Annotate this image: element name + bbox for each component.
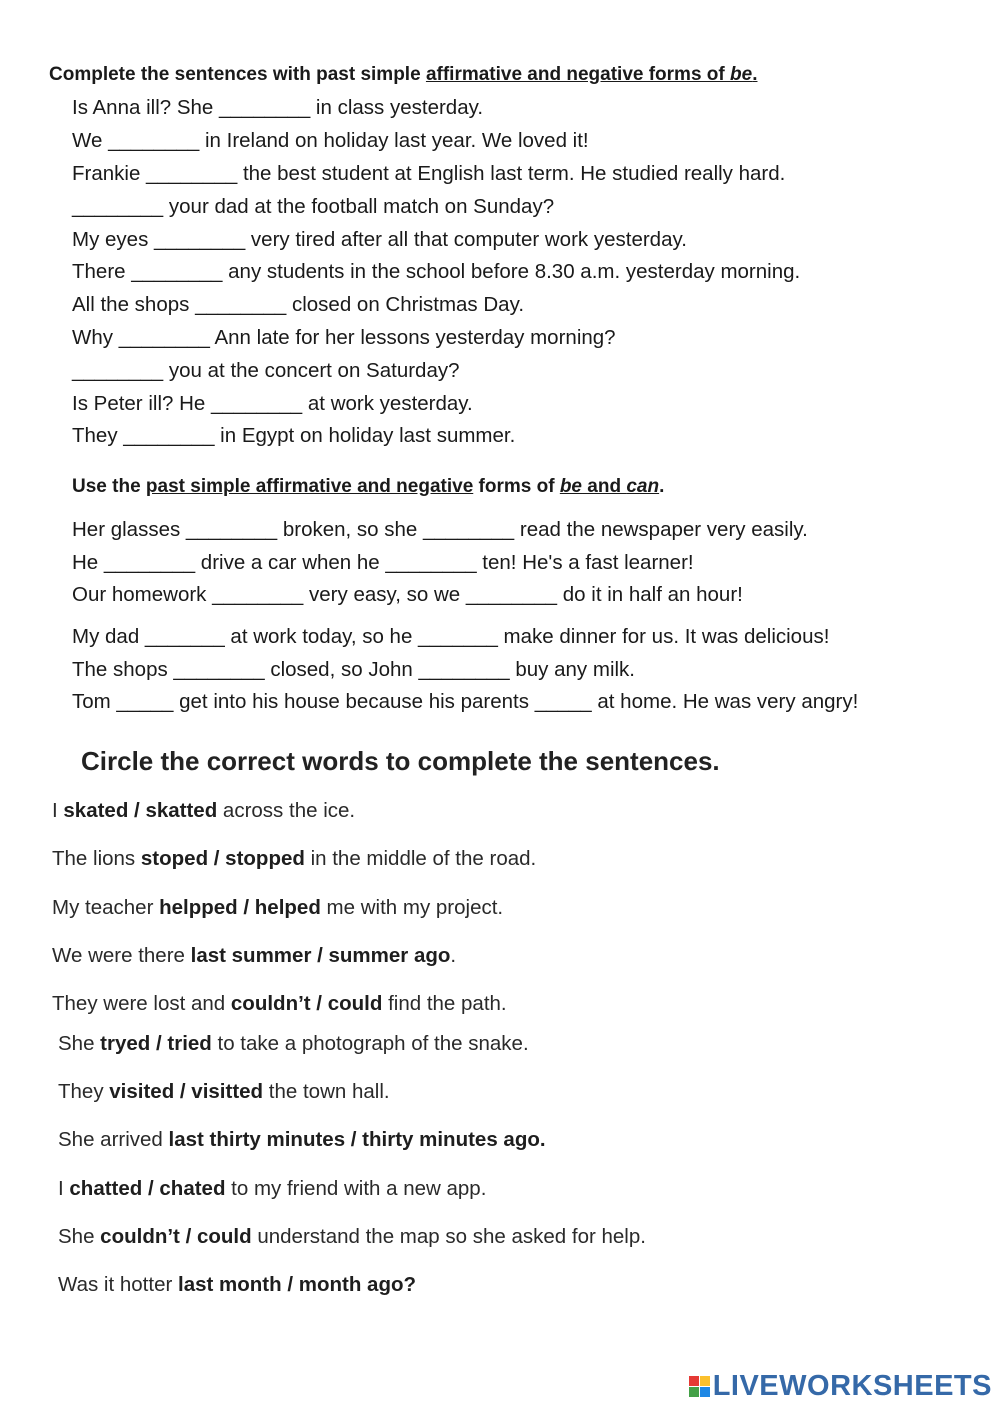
heading-be-and-can: be and can — [559, 476, 660, 497]
sentence: There ________ any students in the school before 8.30 a.m. yesterday morning. — [72, 260, 801, 283]
sentence: My dad _______ at work today, so he _______ make dinner for us. It was delicious! — [72, 625, 830, 648]
sentence: Her glasses ________ broken, so she ________ read the newspaper very easily. — [72, 518, 808, 541]
word-options[interactable]: skated / skatted — [63, 799, 218, 822]
word-options[interactable]: tryed / tried — [100, 1032, 212, 1055]
sentence: ________ you at the concert on Saturday? — [72, 359, 460, 382]
sentence: Frankie ________ the best student at English last term. He studied really hard. — [72, 162, 786, 185]
sentence: He ________ drive a car when he ________ ten! He's a fast learner! — [72, 551, 694, 574]
section-2-heading: Use the past simple affirmative and negative forms of be and can. — [72, 476, 665, 497]
word-options[interactable]: helpped / helped — [159, 896, 321, 919]
sentence: Is Anna ill? She ________ in class yesterday. — [72, 96, 484, 119]
circle-item: They were lost and couldn’t / could find the path. — [52, 992, 507, 1015]
section-3-heading: Circle the correct words to complete the sentences. — [81, 746, 720, 776]
sentence: My eyes ________ very tired after all that computer work yesterday. — [72, 228, 687, 251]
circle-item: We were there last summer / summer ago. — [52, 944, 457, 967]
word-options[interactable]: stoped / stopped — [140, 847, 305, 870]
word-options[interactable]: couldn’t / could — [230, 992, 383, 1015]
heading-underlined: affirmative and negative forms of be. — [425, 64, 758, 85]
circle-item: Was it hotter last month / month ago? — [58, 1273, 417, 1296]
sentence: Tom _____ get into his house because his parents _____ at home. He was very angry! — [72, 690, 859, 713]
circle-item: She tryed / tried to take a photograph of the snake. — [58, 1032, 529, 1055]
sentence: Why ________ Ann late for her lessons yesterday morning? — [72, 326, 616, 349]
sentence: We ________ in Ireland on holiday last year. We loved it! — [72, 129, 589, 152]
sentence: Is Peter ill? He ________ at work yesterday. — [72, 392, 473, 415]
circle-item: She arrived last thirty minutes / thirty minutes ago. — [58, 1128, 546, 1151]
sentence: They ________ in Egypt on holiday last summer. — [72, 424, 516, 447]
circle-item: She couldn’t / could understand the map so she asked for help. — [58, 1225, 646, 1248]
circle-item: I chatted / chated to my friend with a new app. — [58, 1177, 487, 1200]
word-options[interactable]: last summer / summer ago — [190, 944, 451, 967]
word-options[interactable]: last thirty minutes / thirty minutes ago. — [168, 1128, 546, 1151]
logo-grid-icon — [689, 1376, 710, 1397]
heading-text: Complete the sentences with past simple — [49, 64, 426, 85]
logo-brand-text: LIVEWORKSHEETS — [712, 1370, 992, 1402]
heading-italic-be: be — [730, 64, 753, 85]
word-options[interactable]: visited / visitted — [109, 1080, 264, 1103]
word-options[interactable]: chatted / chated — [69, 1177, 226, 1200]
circle-item: They visited / visitted the town hall. — [58, 1080, 390, 1103]
sentence: The shops ________ closed, so John ________ buy any milk. — [72, 658, 635, 681]
circle-item: My teacher helpped / helped me with my project. — [52, 896, 504, 919]
sentence: ________ your dad at the football match on Sunday? — [72, 195, 555, 218]
section-1-heading — [49, 64, 757, 86]
sentence: Our homework ________ very easy, so we ________ do it in half an hour! — [72, 583, 743, 606]
heading-underlined: past simple affirmative and negative — [145, 476, 474, 497]
sentence: All the shops ________ closed on Christmas Day. — [72, 293, 525, 316]
word-options[interactable]: couldn’t / could — [100, 1225, 252, 1248]
circle-item: The lions stoped / stopped in the middle of the road. — [52, 847, 537, 870]
circle-item: I skated / skatted across the ice. — [52, 799, 356, 822]
word-options[interactable]: last month / month ago? — [178, 1273, 417, 1296]
liveworksheets-logo[interactable] — [689, 1370, 992, 1403]
